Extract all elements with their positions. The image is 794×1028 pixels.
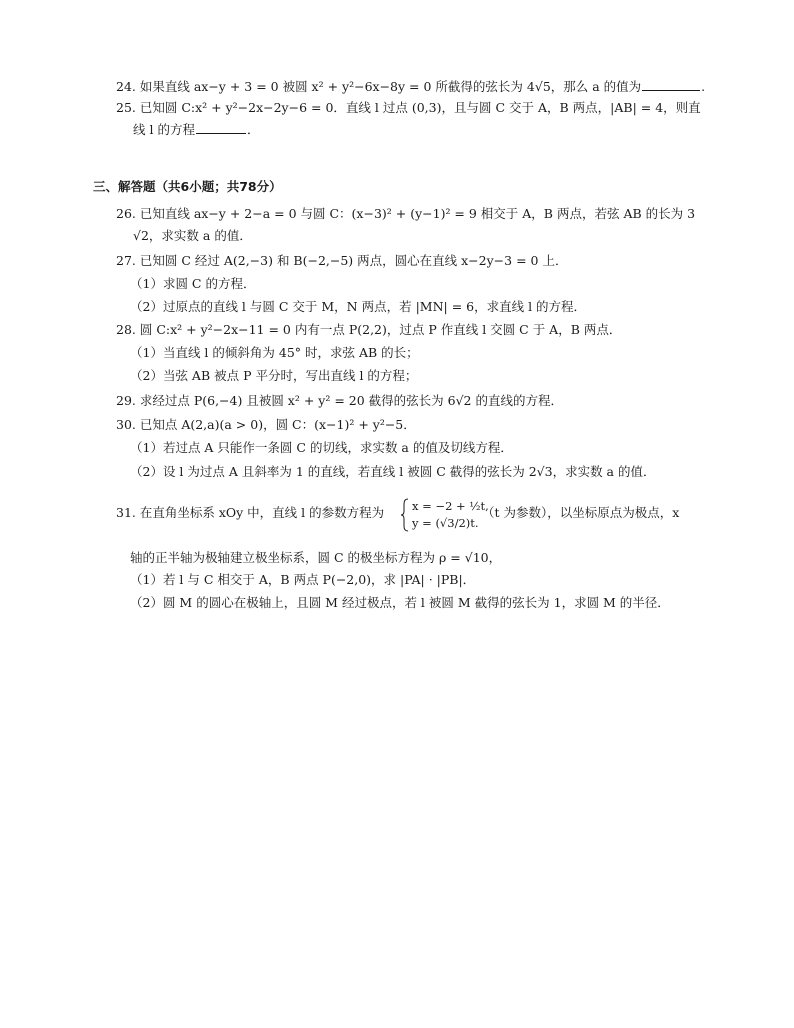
question-26-line1: 26. 已知直线 ax−y + 2−a = 0 与圆 C：(x−3)² + (y−1)² = 9 相交于 A，B 两点，若弦 AB 的长为 3 bbox=[116, 206, 696, 221]
question-30-line1: 30. 已知点 A(2,a)(a > 0)，圆 C：(x−1)² + y²−5． bbox=[116, 417, 416, 432]
question-31-sub2: （2）圆 M 的圆心在极轴上，且圆 M 经过极点，若 l 被圆 M 截得的弦长为 1，求圆 M 的半径． bbox=[130, 595, 670, 610]
question-28-sub1: （1）当直线 l 的倾斜角为 45° 时，求弦 AB 的长； bbox=[130, 345, 419, 360]
question-25-line2-text: 线 l 的方程 bbox=[133, 122, 195, 137]
parametric-eq-y: y = (√3/2)t. bbox=[412, 516, 479, 530]
question-24-end: . bbox=[701, 79, 706, 94]
question-29-line1: 29. 求经过点 P(6,−4) 且被圆 x² + y² = 20 截得的弦长为 6√2 的直线的方程． bbox=[116, 393, 563, 408]
question-27-line1: 27. 已知圆 C 经过 A(2,−3) 和 B(−2,−5) 两点，圆心在直线 x−2y−3 = 0 上． bbox=[116, 253, 568, 268]
question-30-sub1: （1）若过点 A 只能作一条圆 C 的切线，求实数 a 的值及切线方程． bbox=[130, 440, 513, 455]
parametric-eq-x: x = −2 + ½t, bbox=[412, 499, 489, 513]
question-31-line1-text: 31. 在直角坐标系 xOy 中，直线 l 的参数方程为 bbox=[116, 505, 385, 520]
answer-blank-24[interactable] bbox=[642, 78, 700, 91]
question-31-sub1: （1）若 l 与 C 相交于 A，B 两点 P(−2,0)，求 |PA| · |PB|． bbox=[130, 572, 476, 587]
question-31-line2: 轴的正半轴为极轴建立极坐标系，圆 C 的极坐标方程为 ρ = √10， bbox=[130, 550, 502, 565]
question-27-sub1: （1）求圆 C 的方程． bbox=[130, 276, 256, 291]
question-25-line1: 25. 已知圆 C:x² + y²−2x−2y−6 = 0．直线 l 过点 (0,3)，且与圆 C 交于 A，B 两点，|AB| = 4，则直 bbox=[116, 100, 701, 115]
question-26-line2: √2，求实数 a 的值． bbox=[133, 228, 252, 243]
question-25-line2 bbox=[133, 121, 259, 139]
question-30-sub2: （2）设 l 为过点 A 且斜率为 1 的直线，若直线 l 被圆 C 截得的弦长为 2√3，求实数 a 的值． bbox=[130, 464, 656, 479]
answer-blank-25[interactable] bbox=[196, 121, 246, 134]
question-27-sub2: （2）过原点的直线 l 与圆 C 交于 M，N 两点，若 |MN| = 6，求直线 l 的方程． bbox=[130, 299, 587, 314]
left-brace-icon bbox=[400, 498, 410, 532]
question-25-end: ． bbox=[246, 122, 260, 137]
question-24 bbox=[116, 78, 705, 96]
question-24-text: 24. 如果直线 ax−y + 3 = 0 被圆 x² + y²−6x−8y = 0 所截得的弦长为 4√5，那么 a 的值为 bbox=[116, 79, 642, 94]
question-31-line1-end: （t 为参数），以坐标原点为极点，x bbox=[482, 505, 680, 520]
question-28-sub2: （2）当弦 AB 被点 P 平分时，写出直线 l 的方程； bbox=[130, 368, 418, 383]
section-heading: 三、解答题（共6小题；共78分） bbox=[93, 179, 282, 194]
question-28-line1: 28. 圆 C:x² + y²−2x−11 = 0 内有一点 P(2,2)，过点 P 作直线 l 交圆 C 于 A，B 两点． bbox=[116, 322, 622, 337]
